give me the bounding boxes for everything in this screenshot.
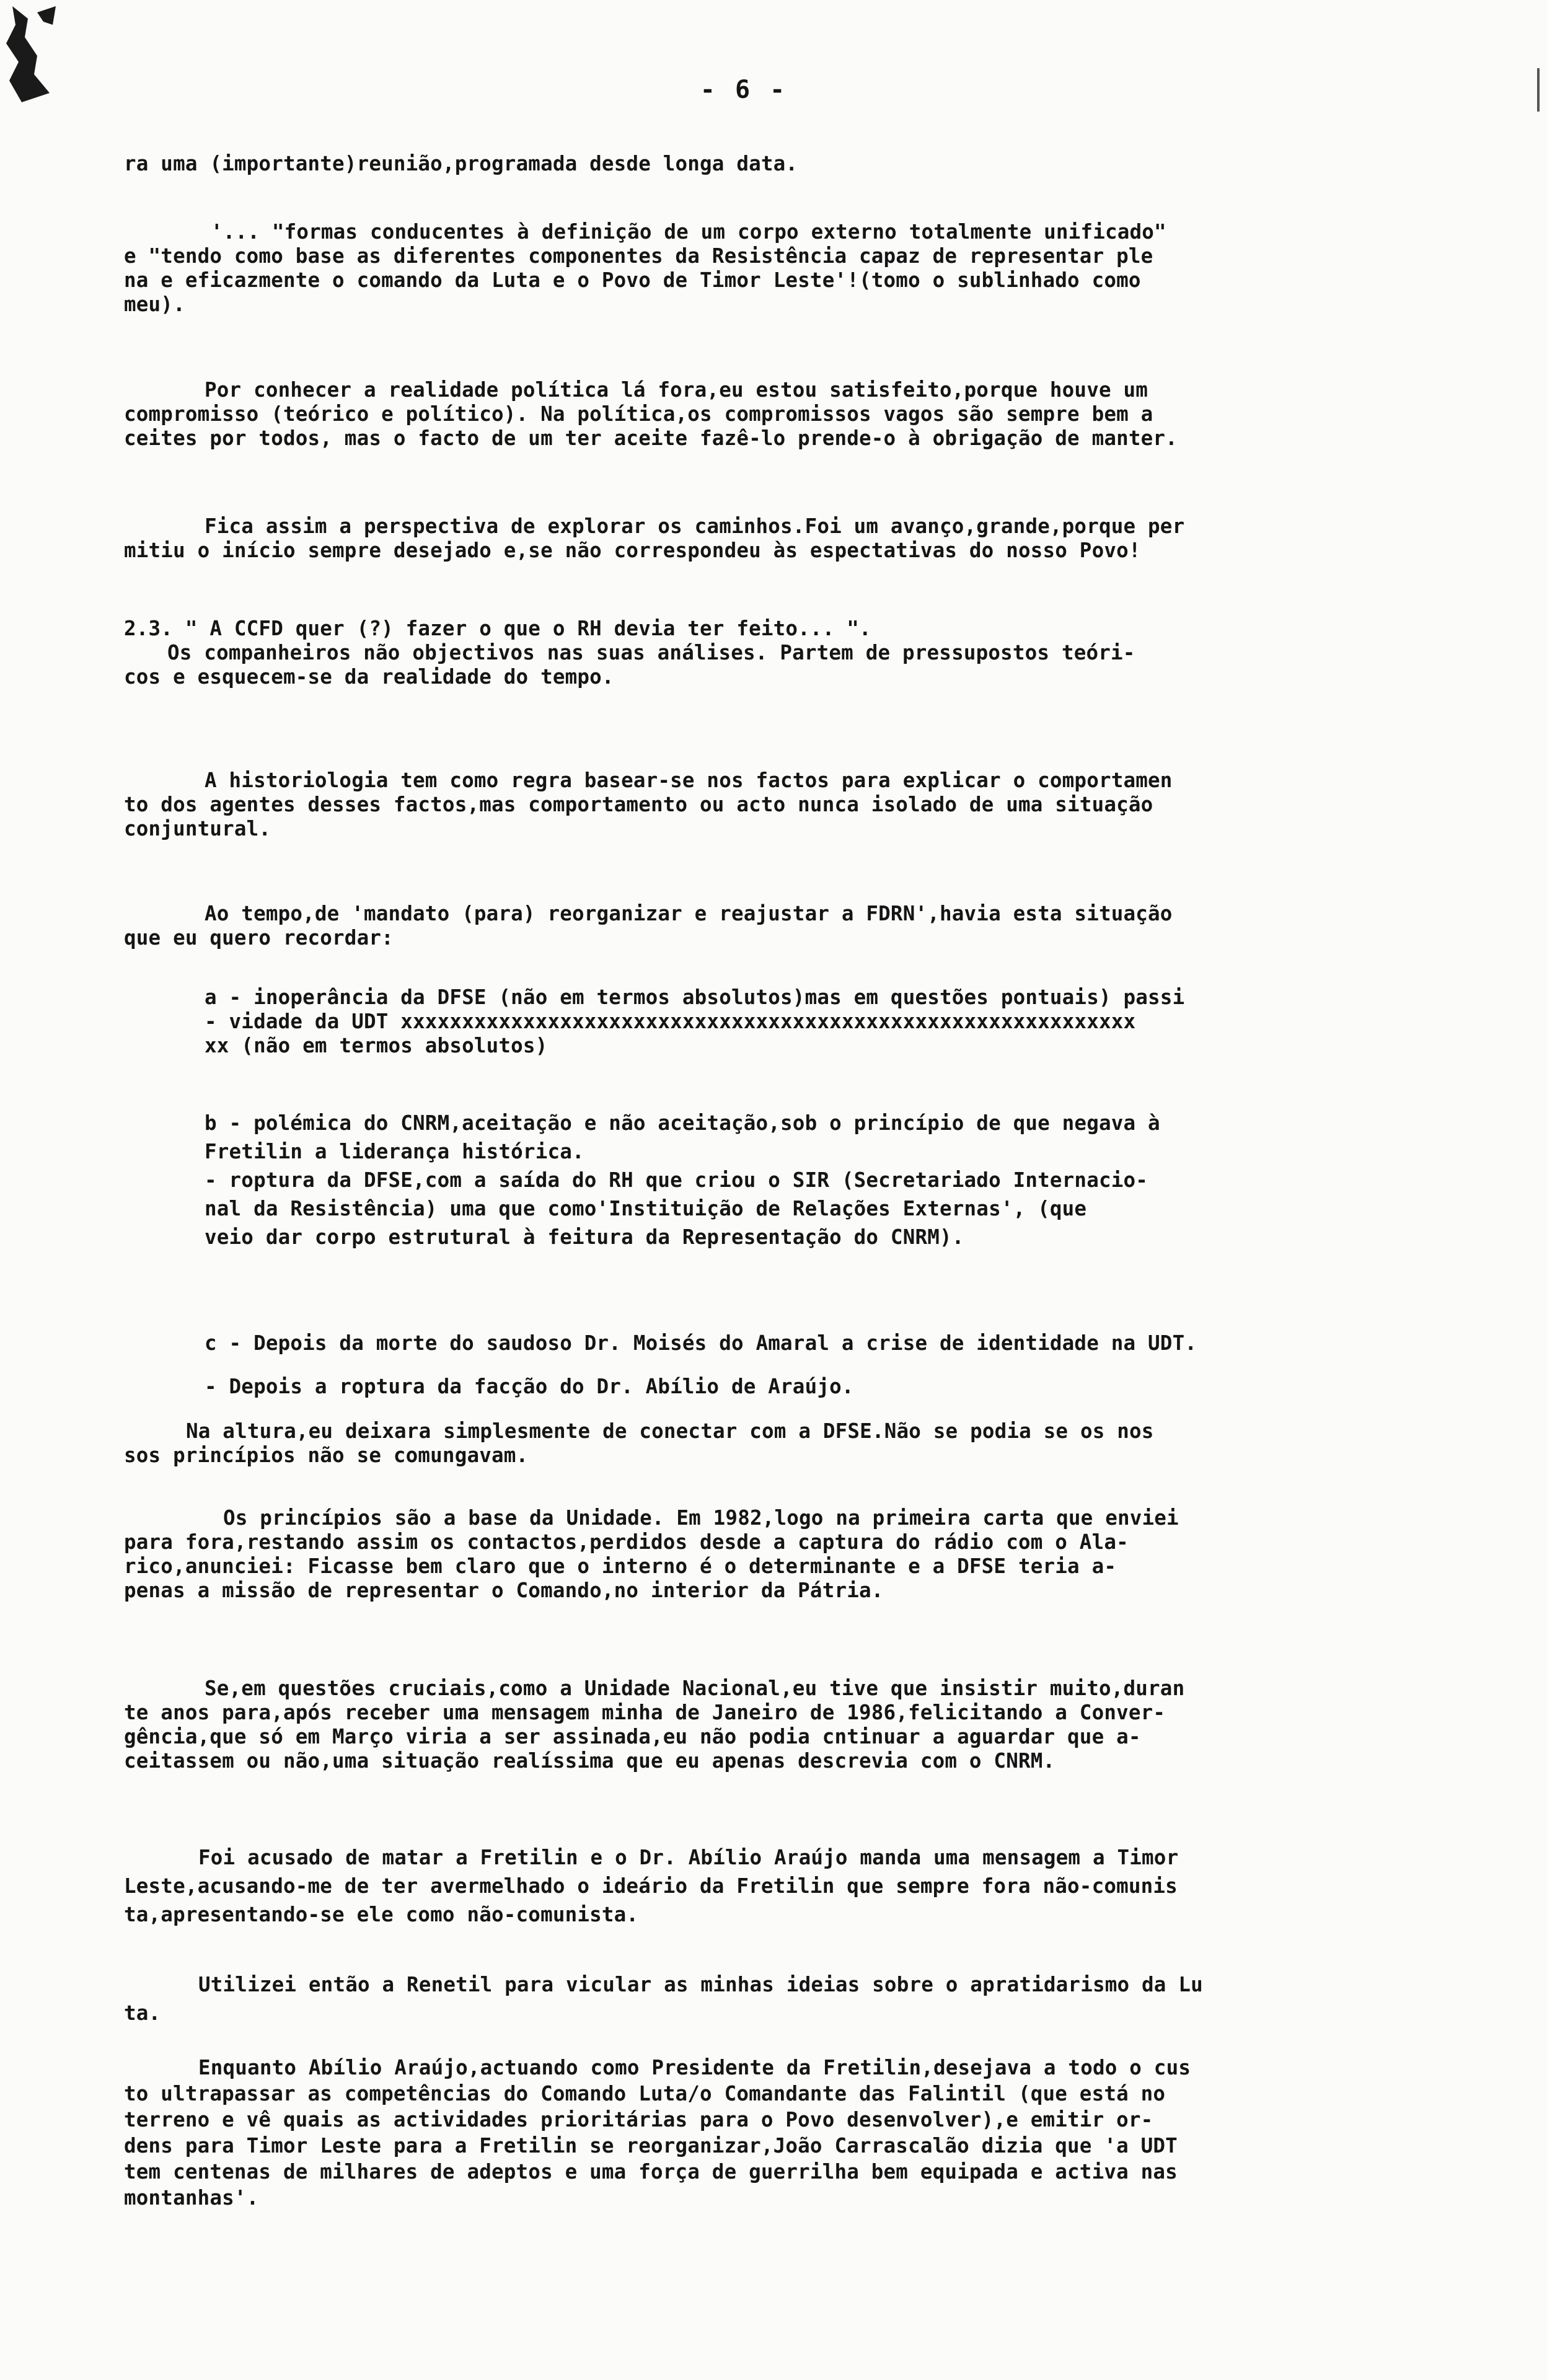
paragraph-14 [124,1971,1450,2028]
text-line: xx (não em termos absolutos) [205,1034,548,1057]
paragraph-11 [124,1506,1450,1603]
text-line: que eu quero recordar: [124,926,394,950]
text-line: - Depois a roptura da facção do Dr. Abílio de Araújo. [205,1375,854,1398]
paragraph-4 [124,514,1450,563]
text-line: Por conhecer a realidade política lá fora,eu estou satisfeito,porque houve um [205,378,1148,402]
text-line: a - inoperância da DFSE (não em termos absolutos)mas em questões pontuais) passi [205,985,1185,1009]
text-line: sos princípios não se comungavam. [124,1443,529,1467]
text-line: na e eficazmente o comando da Luta e o Povo de Timor Leste'!(tomo o sublinhado como [124,268,1141,292]
text-line: e "tendo como base as diferentes componentes da Resistência capaz de representar ple [124,244,1153,268]
section-heading: 2.3. " A CCFD quer (?) fazer o que o RH devia ter feito... ". [124,617,871,640]
text-line: Enquanto Abílio Araújo,actuando como Presidente da Fretilin,desejava a todo o cus [198,2056,1191,2079]
text-line: Os princípios são a base da Unidade. Em 1982,logo na primeira carta que enviei [223,1506,1179,1530]
text-line: Foi acusado de matar a Fretilin e o Dr. Abílio Araújo manda uma mensagem a Timor [198,1846,1179,1869]
paragraph-6 [124,769,1450,841]
text-line: ta,apresentando-se ele como não-comunista. [124,1903,639,1926]
paragraph-3 [124,378,1450,451]
text-line: - roptura da DFSE,com a saída do RH que criou o SIR (Secretariado Internacio- [205,1168,1148,1192]
list-item-a [205,985,1450,1058]
text-line: rico,anunciei: Ficasse bem claro que o interno é o determinante e a DFSE teria a- [124,1554,1117,1578]
text-line: ta. [124,2001,161,2025]
list-item-b [205,1109,1450,1252]
scan-edge-mark [1537,68,1540,112]
text-line: veio dar corpo estrutural à feitura da Representação do CNRM). [205,1225,964,1249]
text-line: A historiologia tem como regra basear-se nos factos para explicar o comportamen [205,769,1173,792]
text-line: to ultrapassar as competências do Comando Luta/o Comandante das Falintil (que está no [124,2082,1166,2105]
text-line: to dos agentes desses factos,mas comportamento ou acto nunca isolado de uma situação [124,793,1153,816]
text-line: compromisso (teórico e político). Na política,os compromissos vagos são sempre bem a [124,402,1153,426]
text-line: ceites por todos, mas o facto de um ter aceite fazê-lo prende-o à obrigação de manter. [124,426,1178,450]
text-line: penas a missão de representar o Comando,no interior da Pátria. [124,1579,884,1602]
text-line: ra uma (importante)reunião,programada desde longa data. [124,152,798,175]
text-line: Leste,acusando-me de ter avermelhado o ideário da Fretilin que sempre fora não-comunis [124,1874,1178,1898]
text-line: nal da Resistência) uma que como'Instituição de Relações Externas', (que [205,1197,1087,1220]
text-line: conjuntural. [124,817,271,840]
text-line: mitiu o início sempre desejado e,se não correspondeu às espectativas do nosso Povo! [124,539,1141,562]
text-line: Ao tempo,de 'mandato (para) reorganizar e reajustar a FDRN',havia esta situação [205,902,1173,925]
text-line: Fretilin a liderança histórica. [205,1140,584,1163]
text-line: Se,em questões cruciais,como a Unidade Nacional,eu tive que insistir muito,duran [205,1677,1185,1700]
scan-corner-mark [0,0,81,105]
text-line: terreno e vê quais as actividades prioritárias para o Povo desenvolver),e emitir or- [124,2108,1153,2131]
text-line: gência,que só em Março viria a ser assinada,eu não podia cntinuar a aguardar que a- [124,1725,1141,1748]
text-line: meu). [124,293,185,316]
paragraph-10 [124,1419,1450,1468]
text-line: '... "formas conducentes à definição de um corpo externo totalmente unificado" [211,220,1166,244]
paragraph-15 [124,2055,1450,2211]
paragraph-13 [124,1844,1450,1929]
text-line: para fora,restando assim os contactos,perdidos desde a captura do rádio com o Ala- [124,1530,1129,1554]
text-line: montanhas'. [124,2186,259,2210]
text-line: - vidade da UDT xxxxxxxxxxxxxxxxxxxxxxxxxxxxxxxxxxxxxxxxxxxxxxxxxxxxxxxxxxxx [205,1010,1136,1033]
section-2-3 [124,617,1450,689]
text-line: cos e esquecem-se da realidade do tempo. [124,665,614,689]
paragraph-2 [124,220,1450,317]
text-line: Utilizei então a Renetil para vicular as minhas ideias sobre o apratidarismo da Lu [198,1973,1203,1996]
text-line: Fica assim a perspectiva de explorar os caminhos.Foi um avanço,grande,porque per [205,514,1185,538]
paragraph-1 [124,152,1450,176]
text-line: b - polémica do CNRM,aceitação e não aceitação,sob o princípio de que negava à [205,1111,1160,1135]
paragraph-12 [124,1677,1450,1773]
text-line: Na altura,eu deixara simplesmente de conectar com a DFSE.Não se podia se os nos [186,1419,1154,1443]
paragraph-7 [124,902,1450,950]
text-line: tem centenas de milhares de adeptos e uma força de guerrilha bem equipada e activa nas [124,2160,1178,2184]
list-item-c [205,1329,1450,1416]
text-line: c - Depois da morte do saudoso Dr. Moisés do Amaral a crise de identidade na UDT. [205,1331,1197,1355]
page-number: - 6 - [700,76,788,104]
text-line: dens para Timor Leste para a Fretilin se reorganizar,João Carrascalão dizia que 'a UDT [124,2134,1178,2157]
text-line: Os companheiros não objectivos nas suas análises. Partem de pressupostos teóri- [167,641,1135,664]
text-line: te anos para,após receber uma mensagem minha de Janeiro de 1986,felicitando a Conver- [124,1701,1166,1724]
text-line: ceitassem ou não,uma situação realíssima que eu apenas descrevia com o CNRM. [124,1749,1056,1773]
